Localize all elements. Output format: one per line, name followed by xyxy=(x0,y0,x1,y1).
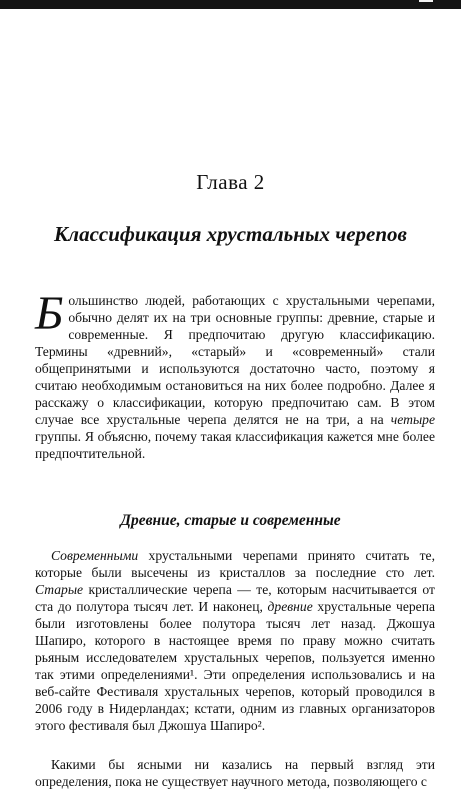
intro-emphasis: четыре xyxy=(390,412,435,427)
top-edge-mark xyxy=(419,0,433,2)
term-modern: Современными xyxy=(51,548,139,563)
top-edge-bar xyxy=(0,0,461,9)
body-text-2: кристаллические черепа — те, которым насчитывается от ста до полутора тысяч лет. И наконец, xyxy=(35,582,435,614)
term-ancient: древние xyxy=(267,599,313,614)
body-text-4: Какими бы ясными ни казались на первый взгляд эти определения, пока не существует научного метода, позволяющего с xyxy=(35,757,435,789)
body-paragraph-2 xyxy=(35,756,435,790)
term-old: Старые xyxy=(35,582,84,597)
body-text-3: хрустальные черепа были изготовлены более полутора тысяч лет назад. Джошуа Шапиро, которого в настоящее время по праву можно считать рьяным исследователем хрустальных черепов, пользуется именно так этими определениями¹. Эти определения использовались и на веб-сайте Фестиваля хрустальных черепов, который проводился в 2006 году в Нидерландах; кстати, одним из главных организаторов этого фестиваля был Джошуа Шапиро². xyxy=(35,599,435,733)
chapter-title: Классификация хрустальных черепов xyxy=(54,222,407,246)
intro-text-end: группы. Я объясню, почему такая классификация кажется мне более предпочтительной. xyxy=(35,429,435,461)
section-title: Древние, старые и современные xyxy=(120,512,341,529)
intro-paragraph xyxy=(35,287,435,462)
chapter-label: Глава 2 xyxy=(196,170,265,194)
body-text-1: хрустальными черепами принято считать те, которые были высечены из кристаллов за последние сто лет. xyxy=(35,548,435,580)
body-paragraph-1 xyxy=(35,547,435,734)
intro-text: Большинство людей, работающих с хрустальными черепами, обычно делят их на три основные группы: древние, старые и современные. Я предпочитаю другую классификацию. Термины «древний», «старый» и «современный» стали общепринятыми и используются достаточно часто, поэтому я считаю необходимым остановиться на них более подробно. Далее я расскажу о классификации, которую предпочитаю сам. В этом случае все хрустальные черепа делятся не на три, а на xyxy=(35,287,435,427)
